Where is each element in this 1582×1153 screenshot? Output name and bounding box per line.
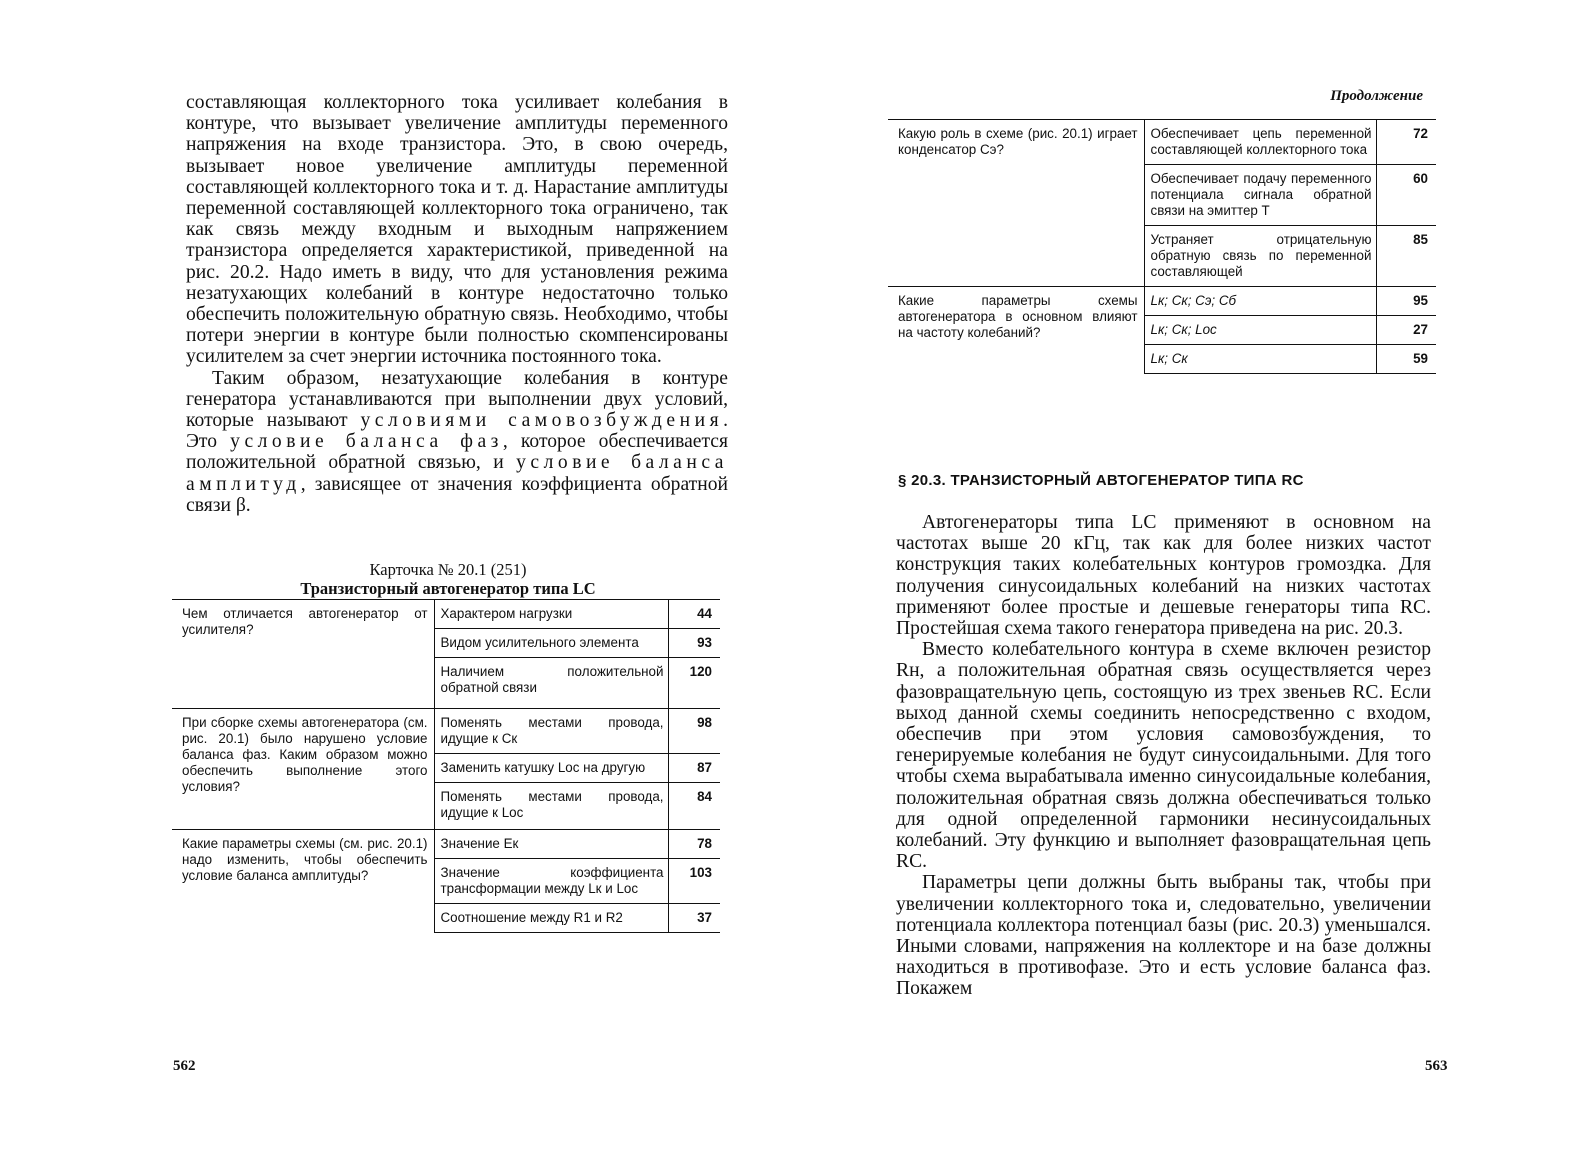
answer-number: 120 (668, 658, 720, 709)
answer-number: 84 (668, 783, 720, 830)
card-number: Карточка № 20.1 (251) (369, 560, 527, 579)
term-self-excitation: условиями самовозбуждения (360, 410, 724, 432)
right-page (791, 0, 1582, 1153)
answer-number: 60 (1376, 165, 1436, 226)
answer-cell: Lк; Cк (1144, 345, 1376, 374)
right-paragraph-2: Вместо колебательного контура в схеме включен резистор Rн, а положительная обратная связь осуществляется через фазовращательную цепь, состоящую из трех звеньев RC. Если выход данной схемы соединить непосредственно с входом, обеспечив при этом условия самовозбуждения, то генерируемые колебания не будут синусоидальными. Для того чтобы схема вырабатывала именно синусоидальные колебания, положительная обратная связь должна обеспечиваться только для одной определенной гармоники несинусоидальных колебаний. Эту функцию и выполняет фазовращательная цепь RC. (896, 639, 1431, 873)
answer-cell: Видом усилительного элемента (434, 629, 668, 658)
answer-cell: Устраняет отрицательную обратную связь по переменной составляющей (1144, 226, 1376, 287)
term-phase-balance: условие баланса фаз (230, 431, 503, 453)
text-segment: , которое обеспечивается положительной обратной связью, и (186, 431, 728, 474)
table-row (172, 600, 720, 629)
answer-cell: Lк; Cк; Cэ; Cб (1144, 287, 1376, 316)
card-subject: Транзисторный автогенератор типа LC (300, 579, 596, 598)
text-segment: , зависящее от значения коэффициента обратной связи β. (186, 473, 728, 516)
answer-number: 103 (668, 859, 720, 904)
card-title (178, 560, 718, 598)
answer-number: 95 (1376, 287, 1436, 316)
right-paragraph-3: Параметры цепи должны быть выбраны так, чтобы при увеличении коллекторного тока и, следовательно, увеличении потенциала коллектора потенциал базы (рис. 20.3) уменьшался. Иными словами, напряжения на коллекторе и на базе должны находиться в противофазе. Это и есть условие баланса фаз. Покажем (896, 872, 1431, 1000)
answer-number: 44 (668, 600, 720, 629)
table-row (172, 830, 720, 859)
answer-cell: Поменять местами провода, идущие к Cк (434, 709, 668, 754)
answer-cell: Обеспечивает подачу переменного потенциала сигнала обратной связи на эмиттер T (1144, 165, 1376, 226)
answer-number: 87 (668, 754, 720, 783)
page-number-right: 563 (1425, 1058, 1448, 1074)
right-body-text (896, 512, 1431, 1000)
answer-cell: Значение коэффициента трансформации между Lк и Lос (434, 859, 668, 904)
left-paragraph-1: составляющая коллекторного тока усиливает колебания в контуре, что вызывает увеличение амплитуды переменного напряжения на входе транзистора. Это, в свою очередь, вызывает новое увеличение амплитуды переменной составляющей коллекторного тока и т. д. Нарастание амплитуды переменной составляющей коллекторного тока ограничено, так как связь между входным и выходным напряжением транзистора определяется характеристикой, приведенной на рис. 20.2. Надо иметь в виду, что для установления режима незатухающих колебаний в контуре недостаточно только обеспечить положительную обратную связь. Необходимо, чтобы потери энергии в контуре были полностью скомпенсированы усилителем за счет энергии источника постоянного тока. (186, 92, 728, 368)
question-cell: Какие параметры схемы автогенератора в основном влияют на частоту колебаний? (888, 287, 1144, 374)
question-cell: Какую роль в схеме (рис. 20.1) играет конденсатор Cэ? (888, 120, 1144, 287)
answer-number: 37 (668, 904, 720, 933)
answer-number: 72 (1376, 120, 1436, 165)
card-table-right (888, 119, 1436, 374)
question-cell: Чем отличается автогенератор от усилителя? (172, 600, 434, 709)
section-heading: § 20.3. ТРАНЗИСТОРНЫЙ АВТОГЕНЕРАТОР ТИПА RC (898, 472, 1304, 489)
answer-number: 93 (668, 629, 720, 658)
answer-cell: Соотношение между R1 и R2 (434, 904, 668, 933)
answer-cell: Заменить катушку Lос на другую (434, 754, 668, 783)
right-paragraph-1: Автогенераторы типа LC применяют в основном на частотах выше 20 кГц, так как для более низких частот конструкция таких колебательных контуров громоздка. Для получения синусоидальных колебаний на низких частотах применяют более простые и дешевые генераторы типа RC. Простейшая схема такого генератора приведена на рис. 20.3. (896, 512, 1431, 640)
table-row (172, 709, 720, 754)
answer-cell: Обеспечивает цепь переменной составляющей коллекторного тока (1144, 120, 1376, 165)
answer-number: 59 (1376, 345, 1436, 374)
answer-number: 78 (668, 830, 720, 859)
answer-cell: Характером нагрузки (434, 600, 668, 629)
answer-number: 98 (668, 709, 720, 754)
table-row (888, 287, 1436, 316)
text-segment: Таким образом, незатухающие колебания в контуре генератора устанавливаются при выполнении двух условий, которые называют (186, 367, 728, 432)
answer-number: 27 (1376, 316, 1436, 345)
answer-cell: Поменять местами провода, идущие к Lос (434, 783, 668, 830)
card-table-left (172, 599, 720, 933)
term-amplitude-balance: условие баланса амплитуд (186, 452, 728, 495)
answer-number: 85 (1376, 226, 1436, 287)
answer-cell: Значение Eк (434, 830, 668, 859)
table-row (888, 120, 1436, 165)
left-paragraph-2 (186, 368, 728, 516)
text-segment: . Это (186, 410, 728, 453)
answer-cell: Lк; Cк; Lос (1144, 316, 1376, 345)
continuation-label: Продолжение (1330, 88, 1423, 104)
left-body-text (186, 92, 728, 516)
answer-cell: Наличием положительной обратной связи (434, 658, 668, 709)
question-cell: При сборке схемы автогенератора (см. рис. 20.1) было нарушено условие баланса фаз. Каким образом можно обеспечить выполнение этого условия? (172, 709, 434, 830)
page-number-left: 562 (173, 1058, 196, 1074)
question-cell: Какие параметры схемы (см. рис. 20.1) надо изменить, чтобы обеспечить условие баланса амплитуды? (172, 830, 434, 933)
